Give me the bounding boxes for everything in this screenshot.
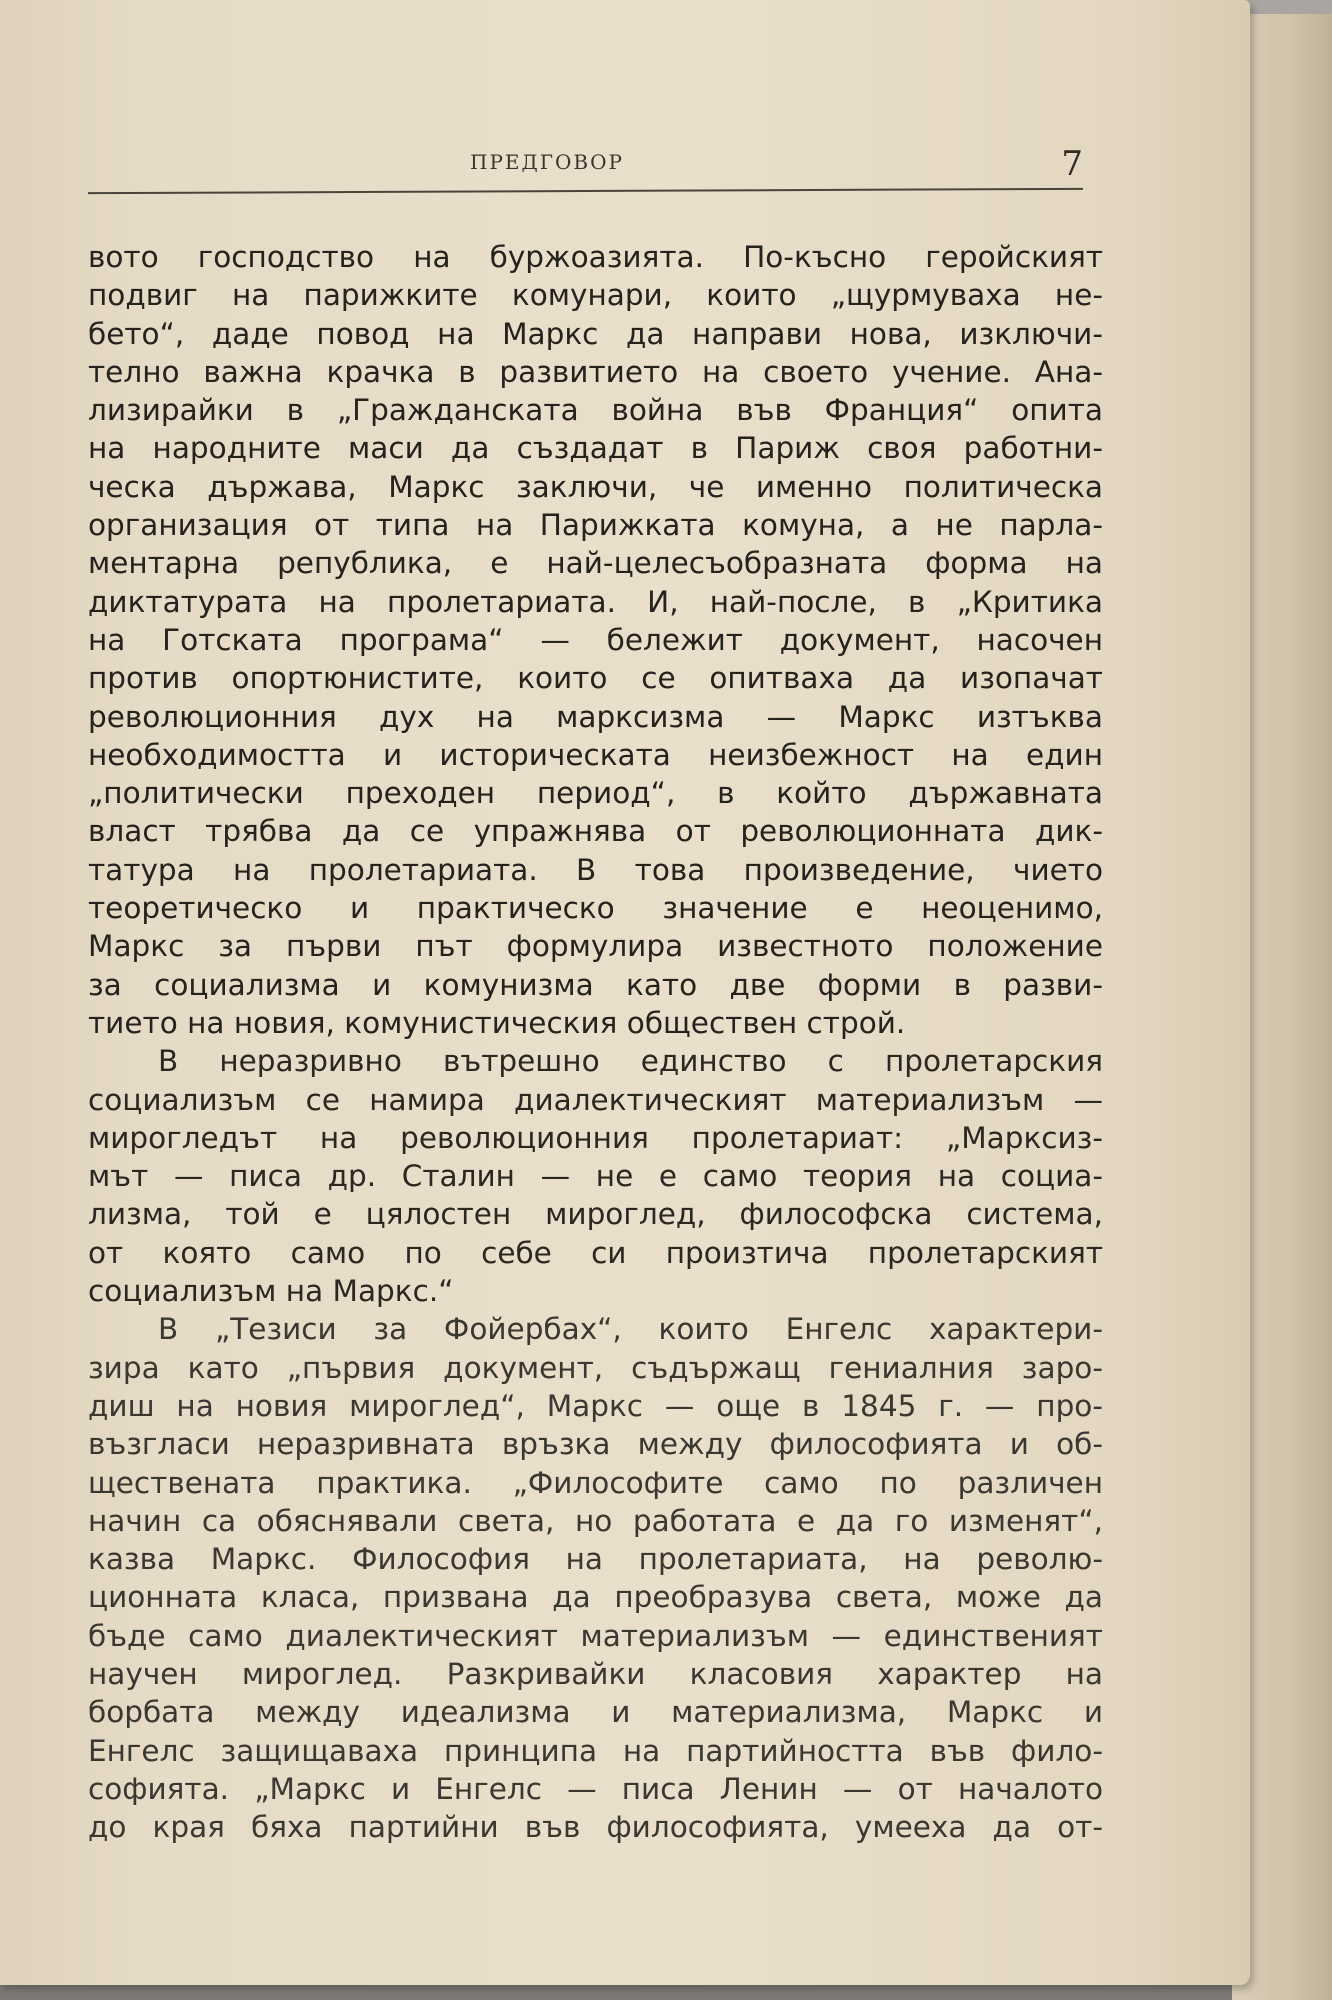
text-line: „политически преходен период“, в който държавната bbox=[88, 776, 1103, 811]
text-line: теоретическо и практическо значение е неоценимо, bbox=[88, 891, 1103, 926]
text-line: социализъм на Маркс.“ bbox=[88, 1274, 454, 1309]
text-line: зира като „първия документ, съдържащ гениалния заро- bbox=[88, 1350, 1103, 1385]
text-line: от която само по себе си произтича пролетарският bbox=[88, 1235, 1103, 1270]
text-line: диктатурата на пролетариата. И, най-после, в „Критика bbox=[88, 584, 1103, 619]
text-line: ческа държава, Маркс заключи, че именно политическа bbox=[88, 469, 1103, 504]
header-rule bbox=[88, 188, 1083, 194]
text-line: необходимостта и историческата неизбежност на един bbox=[88, 737, 1103, 772]
text-line: ществената практика. „Философите само по различен bbox=[88, 1465, 1103, 1500]
text-line: лизирайки в „Гражданската война във Франция“ опита bbox=[88, 393, 1103, 428]
text-line: тието на новия, комунистическия обществен строй. bbox=[88, 1005, 906, 1040]
text-line: подвиг на парижките комунари, които „щурмуваха не- bbox=[88, 278, 1103, 313]
text-line: софията. „Маркс и Енгелс — писа Ленин — от началото bbox=[88, 1771, 1103, 1806]
text-line: мирогледът на революционния пролетариат: „Марксиз- bbox=[88, 1120, 1103, 1155]
text-line: Маркс за първи път формулира известното положение bbox=[88, 929, 1103, 964]
text-line: борбата между идеализма и материализма, Маркс и bbox=[88, 1695, 1103, 1730]
text-line: татура на пролетариата. В това произведение, чието bbox=[88, 852, 1103, 887]
text-line: диш на новия мироглед“, Маркс — още в 1845 г. — про- bbox=[88, 1388, 1103, 1423]
text-line: организация от типа на Парижката комуна, а не парла- bbox=[88, 508, 1103, 543]
text-line: бъде само диалектическият материализъм — единственият bbox=[88, 1618, 1103, 1653]
body-text bbox=[88, 238, 1103, 1846]
text-line: бето“, даде повод на Маркс да направи нова, изключи- bbox=[88, 316, 1103, 351]
text-line: възгласи неразривната връзка между философията и об- bbox=[88, 1427, 1103, 1462]
text-line: телно важна крачка в развитието на своето учение. Ана- bbox=[88, 354, 1103, 389]
text-line: начин са обяснявали света, но работата е да го изменят“, bbox=[88, 1503, 1103, 1538]
text-line: социализъм се намира диалектическият материализъм — bbox=[88, 1082, 1103, 1117]
text-line: В „Тезиси за Фойербах“, които Енгелс характери- bbox=[158, 1312, 1103, 1347]
text-line: до края бяха партийни във философията, умееха да от- bbox=[88, 1810, 1103, 1845]
paragraph bbox=[88, 238, 1103, 1042]
text-line: на народните маси да създадат в Париж своя работни- bbox=[88, 431, 1103, 466]
running-head-title: ПРЕДГОВОР bbox=[470, 150, 624, 174]
running-head bbox=[88, 144, 1083, 200]
text-line: лизма, той е цялостен мироглед, философска система, bbox=[88, 1197, 1103, 1232]
text-line: революционния дух на марксизма — Маркс изтъква bbox=[88, 699, 1103, 734]
text-line: ционната класа, призвана да преобразува света, може да bbox=[88, 1580, 1103, 1615]
page-number: 7 bbox=[1061, 144, 1083, 184]
text-line: В неразривно вътрешно единство с пролетарския bbox=[158, 1044, 1103, 1079]
text-line: ментарна република, е най-целесъобразната форма на bbox=[88, 546, 1103, 581]
text-line: против опортюнистите, които се опитваха да изопачат bbox=[88, 661, 1103, 696]
text-line: научен мироглед. Разкривайки класовия характер на bbox=[88, 1656, 1103, 1691]
text-line: казва Маркс. Философия на пролетариата, на револю- bbox=[88, 1542, 1103, 1577]
paragraph bbox=[88, 1310, 1103, 1846]
text-line: за социализма и комунизма като две форми в разви- bbox=[88, 967, 1103, 1002]
paragraph bbox=[88, 1042, 1103, 1310]
text-line: вото господство на буржоазията. По-късно геройският bbox=[88, 240, 1103, 274]
text-line: Енгелс защищаваха принципа на партийността във фило- bbox=[88, 1733, 1103, 1768]
text-line: власт трябва да се упражнява от революционната дик- bbox=[88, 814, 1103, 849]
text-line: на Готската програма“ — бележит документ, насочен bbox=[88, 622, 1103, 657]
text-line: мът — писа др. Сталин — не е само теория на социа- bbox=[88, 1159, 1103, 1194]
